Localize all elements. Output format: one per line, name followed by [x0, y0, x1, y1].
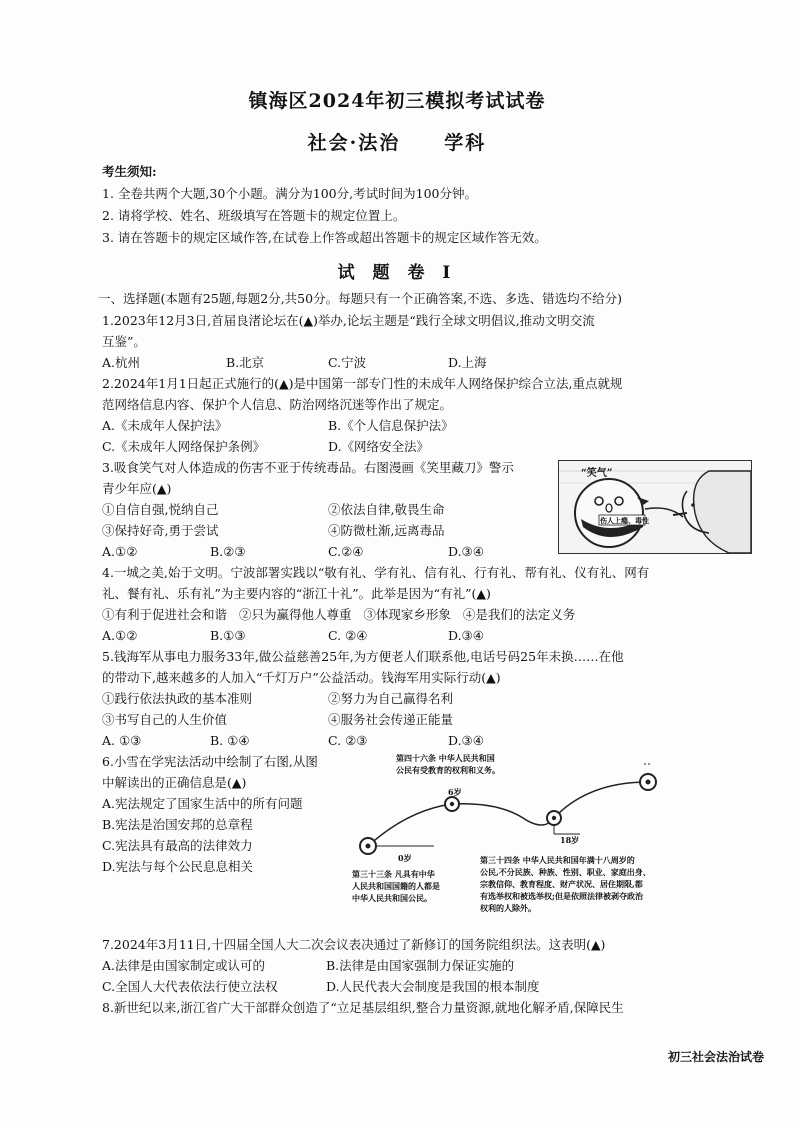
- exam-subject: [0, 128, 794, 155]
- q7-option-a: A.法律是由国家制定或认可的: [102, 958, 266, 973]
- q4-item-2: ②只为赢得他人尊重: [238, 607, 352, 622]
- q4-option-a: A.①②: [102, 628, 138, 643]
- age-6-label: 6岁: [448, 787, 462, 797]
- age-18-label: 18岁: [560, 835, 580, 845]
- q3-stem: 3.吸食笑气对人体造成的伤害不亚于传统毒品。右图漫画《笑里藏刀》警示: [102, 460, 514, 475]
- part-one-heading: 一、选择题(本题有25题,每题2分,共50分。每题只有一个正确答案,不选、多选、错选均不给分): [98, 291, 622, 306]
- q5-stem-cont: 的带动下,越来越多的人加入“千灯万户”公益活动。钱海军用实际行动(▲): [102, 670, 501, 685]
- q5-stem: 5.钱海军从事电力服务33年,做公益慈善25年,为方便老人们联系他,电话号码25年未换……在他: [102, 649, 624, 664]
- q6-option-b: B.宪法是治国安邦的总章程: [102, 817, 253, 832]
- q1-stem: 1.2023年12月3日,首届良渚论坛在(▲)举办,论坛主题是“践行全球文明倡议,推动文明交流: [102, 313, 595, 328]
- q3-option-a: A.①②: [102, 544, 138, 559]
- q7-option-c: C.全国人大代表依法行使立法权: [102, 979, 278, 994]
- q1-option-c: C.宁波: [328, 355, 367, 370]
- q4-option-d: D.③④: [448, 628, 484, 643]
- q5-item-1: ①践行依法执政的基本准则: [102, 691, 253, 706]
- article-46: 第四十六条 中华人民共和国 公民有受教育的权利和义务。: [396, 753, 500, 775]
- q7-stem: 7.2024年3月11日,十四届全国人大二次会议表决通过了新修订的国务院组织法。这表明(▲): [102, 937, 606, 952]
- exam-title: 镇海区2024年初三模拟考试试卷: [248, 90, 546, 112]
- q4-option-c: C. ②④: [328, 628, 368, 643]
- q5-option-d: D.③④: [448, 733, 484, 748]
- q3-option-d: D.③④: [448, 544, 484, 559]
- q1-option-d: D.上海: [448, 355, 487, 370]
- q3-option-c: C.②④: [328, 544, 364, 559]
- q2-option-b: B.《个人信息保护法》: [328, 418, 454, 433]
- notice-item: 3. 请在答题卡的规定区域作答,在试卷上作答或超出答题卡的规定区域作答无效。: [102, 230, 547, 245]
- q5-option-c: C. ②③: [328, 733, 368, 748]
- q3-item-2: ②依法自律,敬畏生命: [328, 502, 445, 517]
- subject-suffix: 学科: [444, 132, 487, 154]
- q1-option-b: B.北京: [226, 355, 265, 370]
- notice-item: 1. 全卷共两个大题,30个小题。满分为100分,考试时间为100分钟。: [102, 186, 477, 201]
- cartoon-label: “笑气”: [581, 468, 613, 479]
- age-0-label: 0岁: [398, 853, 412, 863]
- q3-item-4: ④防微杜渐,远离毒品: [328, 523, 445, 538]
- q7-option-b: B.法律是由国家强制力保证实施的: [326, 958, 515, 973]
- q4-stem: 4.一城之美,始于文明。宁波部署实践以“敬有礼、学有礼、信有礼、行有礼、帮有礼、仪有礼、网有: [102, 565, 650, 580]
- q2-option-c: C.《未成年人网络保护条例》: [102, 439, 266, 454]
- notice-heading: 考生须知:: [102, 164, 157, 179]
- q2-stem-cont: 范网络信息内容、保护个人信息、防治网络沉迷等作出了规定。: [102, 397, 453, 412]
- q4-item-1: ①有利于促进社会和谐: [102, 607, 228, 622]
- q4-item-4: ④是我们的法定义务: [462, 607, 576, 622]
- laughing-gas-cartoon: [558, 460, 752, 554]
- q6-option-a: A.宪法规定了国家生活中的所有问题: [102, 796, 303, 811]
- constitution-timeline-diagram: [348, 748, 690, 924]
- cartoon-banner: 伤人上瘾、毒性: [600, 516, 649, 525]
- notice-item: 2. 请将学校、姓名、班级填写在答题卡的规定位置上。: [102, 208, 406, 223]
- q2-option-d: D.《网络安全法》: [328, 439, 430, 454]
- q4-items: [102, 605, 575, 625]
- page-footer: 初三社会法治试卷: [667, 1050, 764, 1064]
- section-title: 试 题 卷 Ⅰ: [337, 263, 457, 283]
- q5-item-3: ③书写自己的人生价值: [102, 712, 228, 727]
- q5-item-2: ②努力为自己赢得名利: [328, 691, 454, 706]
- q8-stem: 8.新世纪以来,浙江省广大干部群众创造了“立足基层组织,整合力量资源,就地化解矛盾,保障民生: [102, 1000, 624, 1015]
- q1-stem-cont: 互鉴”。: [102, 334, 146, 349]
- q3-item-3: ③保持好奇,勇于尝试: [102, 523, 219, 538]
- q3-item-1: ①自信自强,悦纳自己: [102, 502, 219, 517]
- article-33: 第三十三条 凡具有中华 人民共和国国籍的人都是 中华人民共和国公民。: [352, 869, 440, 903]
- q2-stem: 2.2024年1月1日起正式施行的(▲)是中国第一部专门性的未成年人网络保护综合立法,重点就规: [102, 376, 623, 391]
- q3-stem-cont: 青少年应(▲): [102, 481, 172, 496]
- q7-option-d: D.人民代表大会制度是我国的根本制度: [326, 979, 540, 994]
- q6-stem: 6.小雪在学宪法活动中绘制了右图,从图: [102, 754, 318, 769]
- q5-option-b: B. ①④: [210, 733, 250, 748]
- q1-option-a: A.杭州: [102, 355, 141, 370]
- q6-stem-cont: 中解读出的正确信息是(▲): [102, 775, 247, 790]
- q6-option-c: C.宪法具有最高的法律效力: [102, 838, 253, 853]
- q2-option-a: A.《未成年人保护法》: [102, 418, 228, 433]
- q3-option-b: B.②③: [210, 544, 246, 559]
- q4-option-b: B.①③: [210, 628, 246, 643]
- q4-item-3: ③体现家乡形象: [363, 607, 451, 622]
- q5-option-a: A. ①③: [102, 733, 142, 748]
- q4-stem-cont: 礼、餐有礼、乐有礼”为主要内容的“浙江十礼”。此举是因为“有礼”(▲): [102, 586, 491, 601]
- q5-item-4: ④服务社会传递正能量: [328, 712, 454, 727]
- subject-name: 社会·法治: [307, 132, 401, 154]
- q6-option-d: D.宪法与每个公民息息相关: [102, 859, 254, 874]
- article-34: 第三十四条 中华人民共和国年满十八周岁的 公民,不分民族、种族、性别、职业、家庭出身、 宗教信仰、教育程度、财产状况、居住期限,都 有选举权和被选举权;但是依照法律被剥夺政治 权利的人除外。: [480, 855, 651, 913]
